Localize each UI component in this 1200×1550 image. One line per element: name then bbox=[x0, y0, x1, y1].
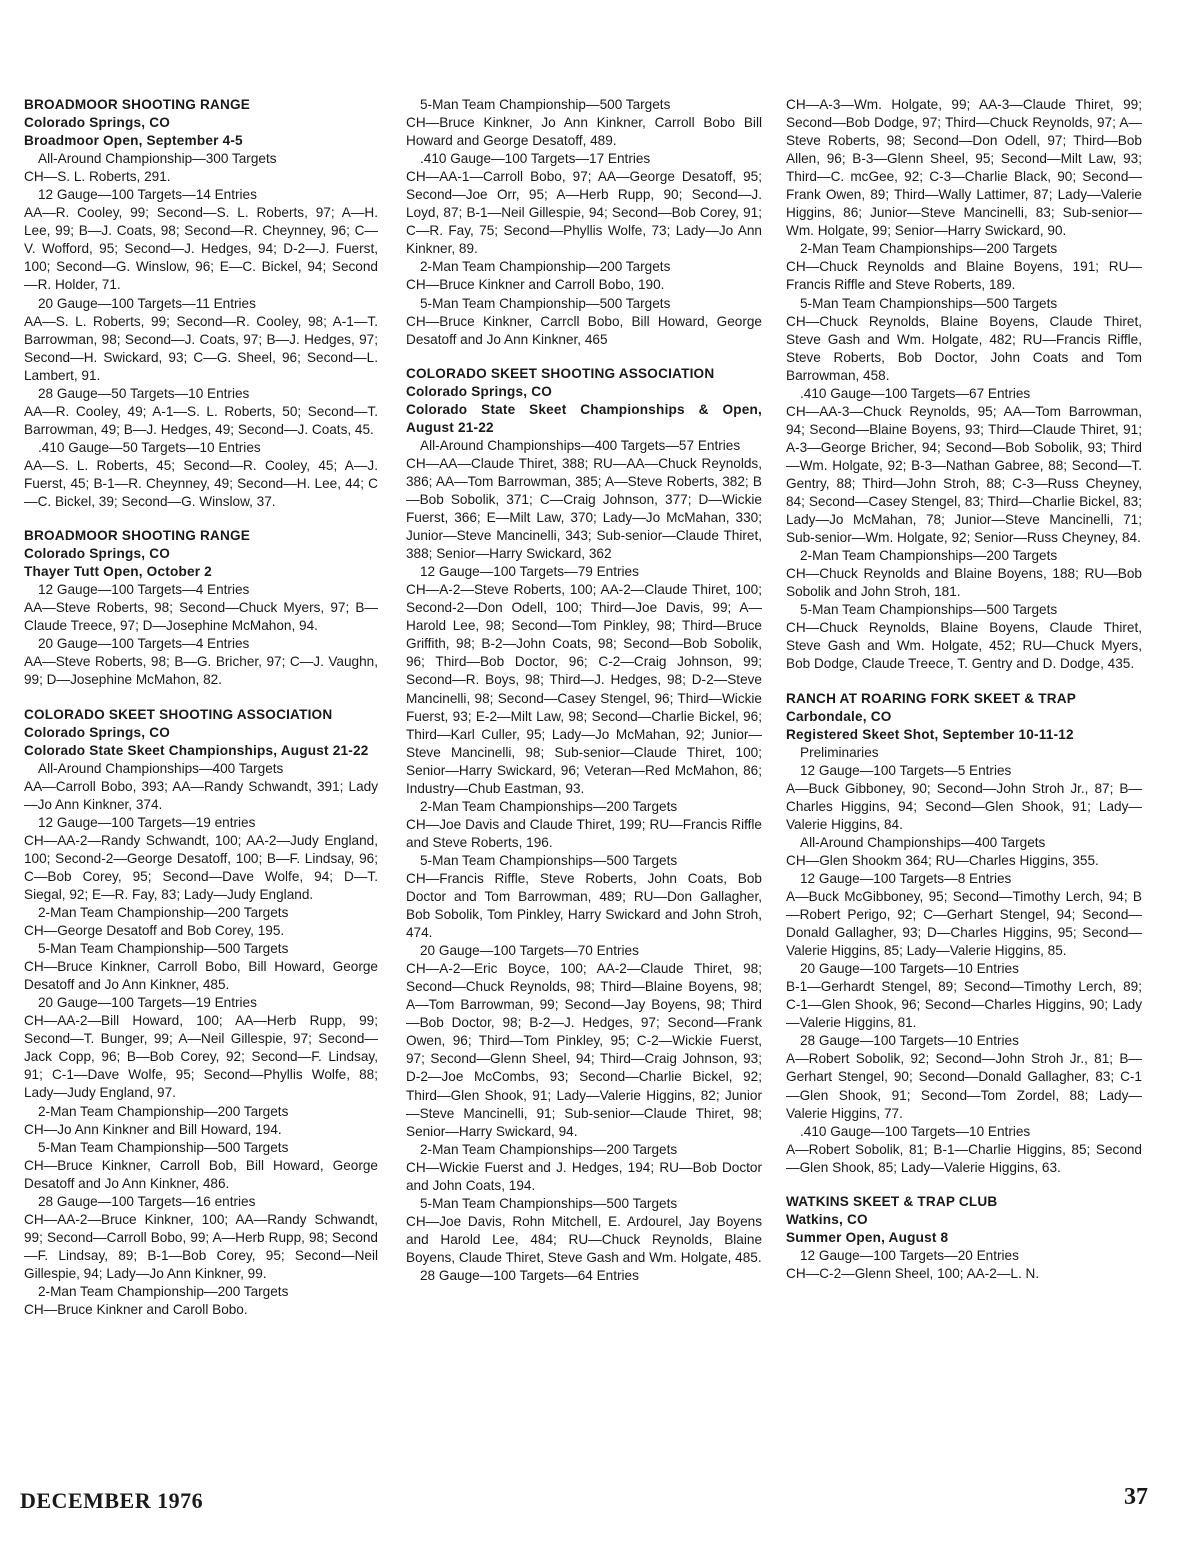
results-text: CH—A-3—Wm. Holgate, 99; AA-3—Claude Thiret, 99; Second—Bob Dodge, 97; Third—Chuck Reynolds, 97; A—Steve Roberts, 98; Second—Don Odell, 97; Third—Bob Allen, 96; B-3—Glenn Sheel, 95; Second—Milt Law, 93; Third—C. mcGee, 92; C-3—Charlie Black, 90; Second—Frank Owen, 89; Third—Wally Lattimer, 87; Lady—Valerie Higgins, 86; Junior—Steve Mancinelli, 83; Sub-senior—Wm. Holgate, 99; Senior—Harry Swickard, 90. bbox=[786, 97, 1142, 239]
results-text: CH—Joe Davis and Claude Thiret, 199; RU—Francis Riffle and Steve Roberts, 196. bbox=[406, 816, 762, 850]
results-text: AA—R. Cooley, 99; Second—S. L. Roberts, 97; A—H. Lee, 99; B—J. Coats, 98; Second—R. Cheynney, 96; C—V. Wofford, 95; Second—J. Hedges, 94; D-2—J. Fuerst, 100; Second—G. Winslow, 96; E—C. Bickel, 94; Second—R. Holder, 71. bbox=[24, 205, 378, 293]
page-number: 37 bbox=[1124, 1484, 1148, 1510]
results-text: CH—S. L. Roberts, 291. bbox=[24, 169, 171, 185]
column-1 bbox=[24, 96, 378, 1319]
event-title: 5-Man Team Championships—500 Targets bbox=[420, 852, 678, 868]
event-title: 12 Gauge—100 Targets—8 Entries bbox=[800, 870, 1012, 886]
results-text: CH—George Desatoff and Bob Corey, 195. bbox=[24, 923, 285, 939]
results-text: CH—Chuck Reynolds, Blaine Boyens, Claude Thiret, Steve Gash and Wm. Holgate, 482; RU—Francis Riffle, Steve Roberts, Bob Doctor, John Coats and Tom Barrowman, 458. bbox=[786, 313, 1142, 383]
event-title: All-Around Championships—400 Targets—57 Entries bbox=[420, 437, 741, 453]
section-gap bbox=[786, 674, 1142, 690]
column-3 bbox=[786, 96, 1142, 1283]
event-title: 28 Gauge—100 Targets—64 Entries bbox=[420, 1268, 639, 1283]
event-title: 12 Gauge—100 Targets—79 Entries bbox=[420, 564, 639, 580]
event-title: 12 Gauge—100 Targets—20 Entries bbox=[800, 1247, 1019, 1263]
event-title: All-Around Championships—400 Targets bbox=[38, 760, 284, 776]
event-title: 12 Gauge—100 Targets—4 Entries bbox=[38, 582, 250, 598]
event-title: 28 Gauge—100 Targets—10 Entries bbox=[800, 1033, 1019, 1049]
event-title: 2-Man Team Championship—200 Targets bbox=[38, 905, 289, 921]
section-heading: Colorado State Skeet Championships, August 21-22 bbox=[24, 742, 369, 758]
results-text: CH—Glen Shookm 364; RU—Charles Higgins, 355. bbox=[786, 852, 1099, 868]
section-heading: Carbondale, CO bbox=[786, 708, 892, 724]
results-text: CH—AA—Claude Thiret, 388; RU—AA—Chuck Reynolds, 386; AA—Tom Barrowman, 385; A—Steve Roberts, 382; B—Bob Sobolik, 371; C—Craig Johnson, 377; D—Wickie Fuerst, 366; E—Milt Law, 370; Lady—Jo McMahan, 330; Junior—Steve Mancinelli, 343; Sub-senior—Claude Thiret, 388; Senior—Harry Swickard, 362 bbox=[406, 455, 762, 562]
results-text: A—Buck McGibboney, 95; Second—Timothy Lerch, 94; B—Robert Perigo, 92; C—Gerhart Stengel, 94; Second—Donald Gallagher, 93; D—Charles Higgins, 95; Second—Valerie Higgins, 85; Lady—Valerie Higgins, 85. bbox=[786, 889, 1142, 959]
event-title: 20 Gauge—100 Targets—19 Entries bbox=[38, 995, 257, 1011]
results-text: CH—Chuck Reynolds and Blaine Boyens, 191; RU—Francis Riffle and Steve Roberts, 189. bbox=[786, 259, 1142, 293]
column-2 bbox=[406, 96, 762, 1285]
results-text: AA—S. L. Roberts, 45; Second—R. Cooley, 45; A—J. Fuerst, 45; B-1—R. Cheynney, 49; Second—H. Lee, 44; C—C. Bickel, 39; Second—G. Winslow, 37. bbox=[24, 457, 378, 510]
event-title: 2-Man Team Championships—200 Targets bbox=[420, 1141, 678, 1157]
event-title: 20 Gauge—100 Targets—4 Entries bbox=[38, 636, 250, 652]
results-text: CH—Bruce Kinkner and Caroll Bobo. bbox=[24, 1302, 248, 1318]
results-text: CH—C-2—Glenn Sheel, 100; AA-2—L. N. bbox=[786, 1265, 1040, 1281]
results-text: CH—AA-3—Chuck Reynolds, 95; AA—Tom Barrowman, 94; Second—Blaine Boyens, 93; Third—Claude Thiret, 91; A-3—George Bricher, 94; Second—Bob Sobolik, 93; Third—Wm. Holgate, 92; B-3—Nathan Gabree, 88; Second—T. Gentry, 88; Third—John Stroh, 88; C-3—Russ Cheyney, 84; Second—Casey Stengel, 83; Third—Charlie Bickel, 83; Lady—Jo McMahan, 78; Junior—Steve Mancinelli, 71; Sub-senior—Wm. Holgate, 92; Senior—Russ Cheyney, 84. bbox=[786, 403, 1142, 546]
event-title: 2-Man Team Championship—200 Targets bbox=[38, 1103, 289, 1119]
results-text: A—Robert Sobolik, 92; Second—John Stroh Jr., 81; B—Gerhart Stengel, 90; Second—Donald Gallagher, 83; C-1—Glen Shook, 91; Second—Tom Zordel, 88; Lady—Valerie Higgins, 77. bbox=[786, 1051, 1142, 1121]
footer-issue-date: DECEMBER 1976 bbox=[20, 1488, 204, 1513]
section-heading: COLORADO SKEET SHOOTING ASSOCIATION bbox=[24, 706, 333, 722]
section-heading: Colorado Springs, CO bbox=[24, 115, 170, 131]
results-text: CH—Bruce Kinkner, Carroll Bob, Bill Howard, George Desatoff and Jo Ann Kinkner, 486. bbox=[24, 1157, 378, 1191]
results-text: CH—Chuck Reynolds, Blaine Boyens, Claude Thiret, Steve Gash and Wm. Holgate, 452; RU—Chuck Myers, Bob Dodge, Claude Treece, T. Gentry and D. Dodge, 435. bbox=[786, 620, 1142, 672]
results-text: CH—A-2—Steve Roberts, 100; AA-2—Claude Thiret, 100; Second-2—Don Odell, 100; Third—Joe Davis, 99; A—Harold Lee, 98; Second—Tom Pinkley, 98; Third—Bruce Griffith, 98; B-2—John Coats, 98; Second—Bob Sobolik, 96; Third—Bob Doctor, 96; C-2—Craig Johnson, 99; Second—R. Boys, 98; Third—J. Hedges, 98; D-2—Steve Mancinelli, 98; Second—Casey Stengel, 96; Third—Wickie Fuerst, 93; E-2—Milt Law, 98; Second—Charlie Bickel, 96; Third—Karl Culler, 95; Lady—Jo McMahan, 92; Junior—Steve Mancinelli, 98; Sub-senior—Claude Thiret, 100; Senior—Harry Swickard, 96; Veteran—Red McMahon, 86; Industry—Chub Eastman, 93. bbox=[406, 582, 762, 796]
event-title: All-Around Championships—400 Targets bbox=[800, 834, 1046, 850]
event-title: 20 Gauge—100 Targets—70 Entries bbox=[420, 943, 639, 959]
results-text: AA—Steve Roberts, 98; Second—Chuck Myers, 97; B—Claude Treece, 97; D—Josephine McMahon, 94. bbox=[24, 600, 378, 634]
section-heading: Watkins, CO bbox=[786, 1211, 868, 1227]
results-text: CH—Bruce Kinkner, Carrcll Bobo, Bill Howard, George Desatoff and Jo Ann Kinkner, 465 bbox=[406, 313, 762, 347]
section-heading: BROADMOOR SHOOTING RANGE bbox=[24, 528, 251, 544]
section-heading: BROADMOOR SHOOTING RANGE bbox=[24, 97, 251, 112]
results-text: CH—Wickie Fuerst and J. Hedges, 194; RU—Bob Doctor and John Coats, 194. bbox=[406, 1159, 762, 1193]
event-title: 2-Man Team Championships—200 Targets bbox=[420, 798, 678, 814]
section-heading: Thayer Tutt Open, October 2 bbox=[24, 564, 212, 580]
section-gap bbox=[786, 1177, 1142, 1193]
event-title: 12 Gauge—100 Targets—5 Entries bbox=[800, 762, 1012, 778]
event-title: 20 Gauge—100 Targets—10 Entries bbox=[800, 961, 1019, 977]
event-title: 5-Man Team Championship—500 Targets bbox=[420, 295, 671, 311]
event-title: .410 Gauge—100 Targets—10 Entries bbox=[800, 1123, 1031, 1139]
results-text: B-1—Gerhardt Stengel, 89; Second—Timothy Lerch, 89; C-1—Glen Shook, 96; Second—Charles Higgins, 90; Lady—Valerie Higgins, 81. bbox=[786, 979, 1142, 1031]
results-text: CH—Chuck Reynolds and Blaine Boyens, 188; RU—Bob Sobolik and John Stroh, 181. bbox=[786, 566, 1142, 600]
section-heading: Colorado Springs, CO bbox=[406, 383, 552, 399]
event-title: 28 Gauge—50 Targets—10 Entries bbox=[38, 385, 250, 401]
event-title: All-Around Championship—300 Targets bbox=[38, 151, 277, 167]
event-title: .410 Gauge—50 Targets—10 Entries bbox=[38, 439, 261, 455]
results-text: CH—Francis Riffle, Steve Roberts, John Coats, Bob Doctor and Tom Barrowman, 489; RU—Don Gallagher, Bob Sobolik, Tom Pinkley, Harry Swickard and John Stroh, 474. bbox=[406, 870, 762, 941]
section-heading: Registered Skeet Shot, September 10-11-12 bbox=[786, 726, 1074, 742]
section-heading: Colorado Springs, CO bbox=[24, 724, 170, 740]
event-title: 5-Man Team Championship—500 Targets bbox=[420, 97, 671, 112]
event-title: 28 Gauge—100 Targets—16 entries bbox=[38, 1193, 256, 1209]
section-gap bbox=[24, 690, 378, 706]
results-text: AA—S. L. Roberts, 99; Second—R. Cooley, 98; A-1—T. Barrowman, 98; Second—J. Coats, 97; B—J. Hedges, 97; Second—H. Swickard, 93; C—G. Sheel, 96; Second—L. Lambert, 91. bbox=[24, 313, 378, 383]
results-text: AA—R. Cooley, 49; A-1—S. L. Roberts, 50; Second—T. Barrowman, 49; B—J. Hedges, 49; Second—J. Coats, 45. bbox=[24, 403, 378, 437]
event-title: 12 Gauge—100 Targets—19 entries bbox=[38, 814, 256, 830]
results-text: CH—Jo Ann Kinkner and Bill Howard, 194. bbox=[24, 1121, 282, 1137]
results-text: CH—Joe Davis, Rohn Mitchell, E. Ardourel, Jay Boyens and Harold Lee, 484; RU—Chuck Reynolds, Blaine Boyens, Claude Thiret, Steve Gash and Wm. Holgate, 485. bbox=[406, 1213, 762, 1265]
event-title: Preliminaries bbox=[800, 744, 879, 760]
event-title: 20 Gauge—100 Targets—11 Entries bbox=[38, 295, 256, 311]
results-text: CH—AA-2—Bill Howard, 100; AA—Herb Rupp, 99; Second—T. Bunger, 99; A—Neil Gillespie, 97; Second—Jack Copp, 96; B—Bob Corey, 92; Second—F. Lindsay, 91; C-1—Dave Wolfe, 95; Second—Phyllis Wolfe, 88; Lady—Judy England, 97. bbox=[24, 1013, 378, 1101]
section-heading: WATKINS SKEET & TRAP CLUB bbox=[786, 1193, 998, 1209]
event-title: 5-Man Team Championships—500 Targets bbox=[420, 1195, 678, 1211]
results-text: CH—A-2—Eric Boyce, 100; AA-2—Claude Thiret, 98; Second—Chuck Reynolds, 98; Third—Blaine Boyens, 98; A—Tom Barrowman, 99; Second—Jay Boyens, 98; Third—Bob Doctor, 98; B-2—J. Hedges, 97; Second—Frank Owen, 96; Third—Tom Pinkley, 95; C-2—Wickie Fuerst, 97; Second—Glenn Sheel, 94; Third—Craig Johnson, 93; D-2—Joe McCombs, 93; Second—Charlie Bickel, 92; Third—Glen Shook, 91; Lady—Valerie Higgins, 82; Junior—Steve Mancinelli, 91; Sub-senior—Claude Thiret, 98; Senior—Harry Swickard, 94. bbox=[406, 961, 762, 1139]
event-title: 5-Man Team Championships—500 Targets bbox=[800, 602, 1058, 618]
event-title: 5-Man Team Championship—500 Targets bbox=[38, 941, 289, 957]
results-text: CH—Bruce Kinkner, Carroll Bobo, Bill Howard, George Desatoff and Jo Ann Kinkner, 485. bbox=[24, 959, 378, 993]
results-text: A—Robert Sobolik, 81; B-1—Charlie Higgins, 85; Second—Glen Shook, 85; Lady—Valerie Higgins, 63. bbox=[786, 1141, 1142, 1175]
section-heading: RANCH AT ROARING FORK SKEET & TRAP bbox=[786, 690, 1076, 706]
results-text: AA—Steve Roberts, 98; B—G. Bricher, 97; C—J. Vaughn, 99; D—Josephine McMahon, 82. bbox=[24, 654, 378, 688]
results-text: CH—AA-2—Randy Schwandt, 100; AA-2—Judy England, 100; Second-2—George Desatoff, 100; B—F. Lindsay, 96; C—Bob Corey, 95; Second—Dave Wolfe, 94; D—T. Siegal, 92; E—R. Fay, 83; Lady—Judy England. bbox=[24, 832, 378, 902]
section-heading: Colorado State Skeet Championships & Open, August 21-22 bbox=[406, 401, 762, 435]
event-title: .410 Gauge—100 Targets—67 Entries bbox=[800, 385, 1031, 401]
results-text: CH—Bruce Kinkner and Carroll Bobo, 190. bbox=[406, 277, 665, 293]
event-title: 12 Gauge—100 Targets—14 Entries bbox=[38, 187, 257, 203]
section-heading: Colorado Springs, CO bbox=[24, 546, 170, 562]
event-title: 2-Man Team Championships—200 Targets bbox=[800, 548, 1058, 564]
event-title: 5-Man Team Championship—500 Targets bbox=[38, 1139, 289, 1155]
event-title: 2-Man Team Championships—200 Targets bbox=[800, 241, 1058, 257]
results-text: CH—AA-1—Carroll Bobo, 97; AA—George Desatoff, 95; Second—Joe Orr, 95; A—Herb Rupp, 90; Second—J. Loyd, 87; B-1—Neil Gillespie, 94; Second—Bob Corey, 91; C—R. Fay, 75; Second—Phyllis Wolfe, 73; Lady—Jo Ann Kinkner, 89. bbox=[406, 169, 762, 257]
event-title: 2-Man Team Championship—200 Targets bbox=[38, 1284, 289, 1299]
results-text: CH—Bruce Kinkner, Jo Ann Kinkner, Carroll Bobo Bill Howard and George Desatoff, 489. bbox=[406, 115, 762, 149]
event-title: 5-Man Team Championships—500 Targets bbox=[800, 295, 1058, 311]
event-title: .410 Gauge—100 Targets—17 Entries bbox=[420, 151, 651, 167]
section-heading: Summer Open, August 8 bbox=[786, 1229, 949, 1245]
results-text: CH—AA-2—Bruce Kinkner, 100; AA—Randy Schwandt, 99; Second—Carroll Bobo, 99; A—Herb Rupp, 98; Second—F. Lindsay, 89; B-1—Bob Corey, 95; Second—Neil Gillespie, 94; Lady—Jo Ann Kinkner, 99. bbox=[24, 1211, 378, 1281]
section-gap bbox=[24, 511, 378, 527]
section-gap bbox=[406, 349, 762, 365]
results-text: AA—Carroll Bobo, 393; AA—Randy Schwandt, 391; Lady—Jo Ann Kinkner, 374. bbox=[24, 778, 378, 812]
event-title: 2-Man Team Championship—200 Targets bbox=[420, 259, 671, 275]
section-heading: COLORADO SKEET SHOOTING ASSOCIATION bbox=[406, 365, 715, 381]
section-heading: Broadmoor Open, September 4-5 bbox=[24, 133, 243, 149]
results-text: A—Buck Gibboney, 90; Second—John Stroh Jr., 87; B—Charles Higgins, 94; Second—Glen Shook, 91; Lady—Valerie Higgins, 84. bbox=[786, 780, 1142, 832]
